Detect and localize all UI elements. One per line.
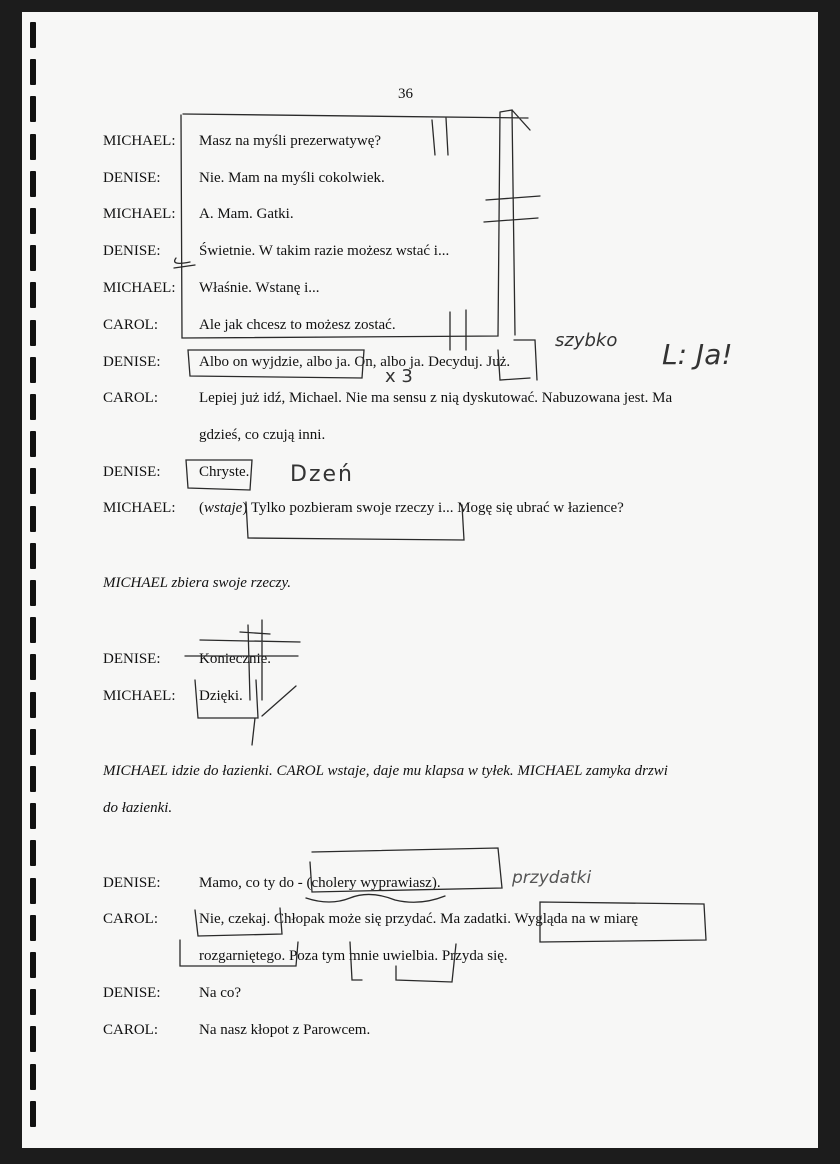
line-text-cont: gdzieś, co czują inni. xyxy=(199,427,326,443)
line-text: (wstaje) Tylko pozbieram swoje rzeczy i... Mogę się ubrać w łazience? xyxy=(199,500,624,516)
speaker: CAROL: xyxy=(103,390,159,406)
binding-hole xyxy=(30,320,36,346)
speaker: MICHAEL: xyxy=(103,206,176,222)
binding-hole xyxy=(30,989,36,1015)
binding-hole xyxy=(30,952,36,978)
line-text: Mamo, co ty do - (cholery wyprawiasz). xyxy=(199,875,441,891)
binding-hole xyxy=(30,580,36,606)
speaker: MICHAEL: xyxy=(103,133,176,149)
binding-hole xyxy=(30,654,36,680)
line-text: Świetnie. W takim razie możesz wstać i... xyxy=(199,243,450,259)
binding-hole xyxy=(30,1026,36,1052)
line-text: Nie, czekaj. Chłopak może się przydać. Ma zadatki. Wygląda na w miarę xyxy=(199,911,639,927)
line-text: Na nasz kłopot z Parowcem. xyxy=(199,1022,371,1038)
speaker: DENISE: xyxy=(103,243,161,259)
line-text: Koniecznie. xyxy=(199,651,272,667)
speaker: MICHAEL: xyxy=(103,500,176,516)
line-text: Na co? xyxy=(199,985,242,1001)
binding-hole xyxy=(30,543,36,569)
binding-hole xyxy=(30,1101,36,1127)
binding-hole xyxy=(30,915,36,941)
speaker: DENISE: xyxy=(103,354,161,370)
binding-hole xyxy=(30,506,36,532)
stage-direction: MICHAEL idzie do łazienki. CAROL wstaje, daje mu klapsa w tyłek. MICHAEL zamyka drzwi xyxy=(103,763,668,779)
binding-hole xyxy=(30,803,36,829)
line-text: A. Mam. Gatki. xyxy=(199,206,294,222)
speaker: CAROL: xyxy=(103,1022,159,1038)
line-text: Masz na myśli prezerwatywę? xyxy=(199,133,382,149)
binding-hole xyxy=(30,22,36,48)
stage-cue: wstaje xyxy=(204,500,243,516)
speaker: CAROL: xyxy=(103,911,159,927)
binding-hole xyxy=(30,1064,36,1090)
binding-hole xyxy=(30,245,36,271)
binding-hole xyxy=(30,692,36,718)
speaker: CAROL: xyxy=(103,317,159,333)
binding-hole xyxy=(30,96,36,122)
speaker: MICHAEL: xyxy=(103,280,176,296)
binding-hole xyxy=(30,729,36,755)
speaker: MICHAEL: xyxy=(103,688,176,704)
line-text-main: Tylko pozbieram swoje rzeczy i... Mogę się ubrać w łazience? xyxy=(250,500,624,516)
handwritten-note: szybko xyxy=(555,330,618,351)
line-text-cont: rozgarniętego. Poza tym mnie uwielbia. Przyda się. xyxy=(199,948,508,964)
line-text: Dzięki. xyxy=(199,688,243,704)
line-text: Lepiej już idź, Michael. Nie ma sensu z nią dyskutować. Nabuzowana jest. Ma xyxy=(199,390,673,406)
binding-hole xyxy=(30,394,36,420)
binding-hole xyxy=(30,357,36,383)
binding-hole xyxy=(30,208,36,234)
binding-hole xyxy=(30,766,36,792)
stage-direction-cont: do łazienki. xyxy=(103,800,173,816)
line-text: Ale jak chcesz to możesz zostać. xyxy=(199,317,396,333)
line-text: Właśnie. Wstanę i... xyxy=(199,280,320,296)
line-text: Chryste. xyxy=(199,464,250,480)
page-number: 36 xyxy=(398,86,413,102)
speaker: DENISE: xyxy=(103,170,161,186)
binding-hole xyxy=(30,431,36,457)
handwritten-note: x 3 xyxy=(385,366,413,387)
binding-hole xyxy=(30,878,36,904)
binding-hole xyxy=(30,134,36,160)
speaker: DENISE: xyxy=(103,651,161,667)
line-text: Nie. Mam na myśli cokolwiek. xyxy=(199,170,385,186)
speaker: DENISE: xyxy=(103,464,161,480)
handwritten-note: przydatki xyxy=(512,868,592,888)
handwritten-note: L: Ja! xyxy=(662,338,733,371)
stage-direction: MICHAEL zbiera swoje rzeczy. xyxy=(103,575,292,591)
handwritten-note: Dzeń xyxy=(290,462,354,487)
binding-hole xyxy=(30,617,36,643)
binding-hole xyxy=(30,282,36,308)
binding-hole xyxy=(30,468,36,494)
speaker: DENISE: xyxy=(103,985,161,1001)
binding-hole xyxy=(30,171,36,197)
binding-hole xyxy=(30,59,36,85)
speaker: DENISE: xyxy=(103,875,161,891)
binding-hole xyxy=(30,840,36,866)
line-text: Albo on wyjdzie, albo ja. On, albo ja. Decyduj. Już. xyxy=(199,354,511,370)
